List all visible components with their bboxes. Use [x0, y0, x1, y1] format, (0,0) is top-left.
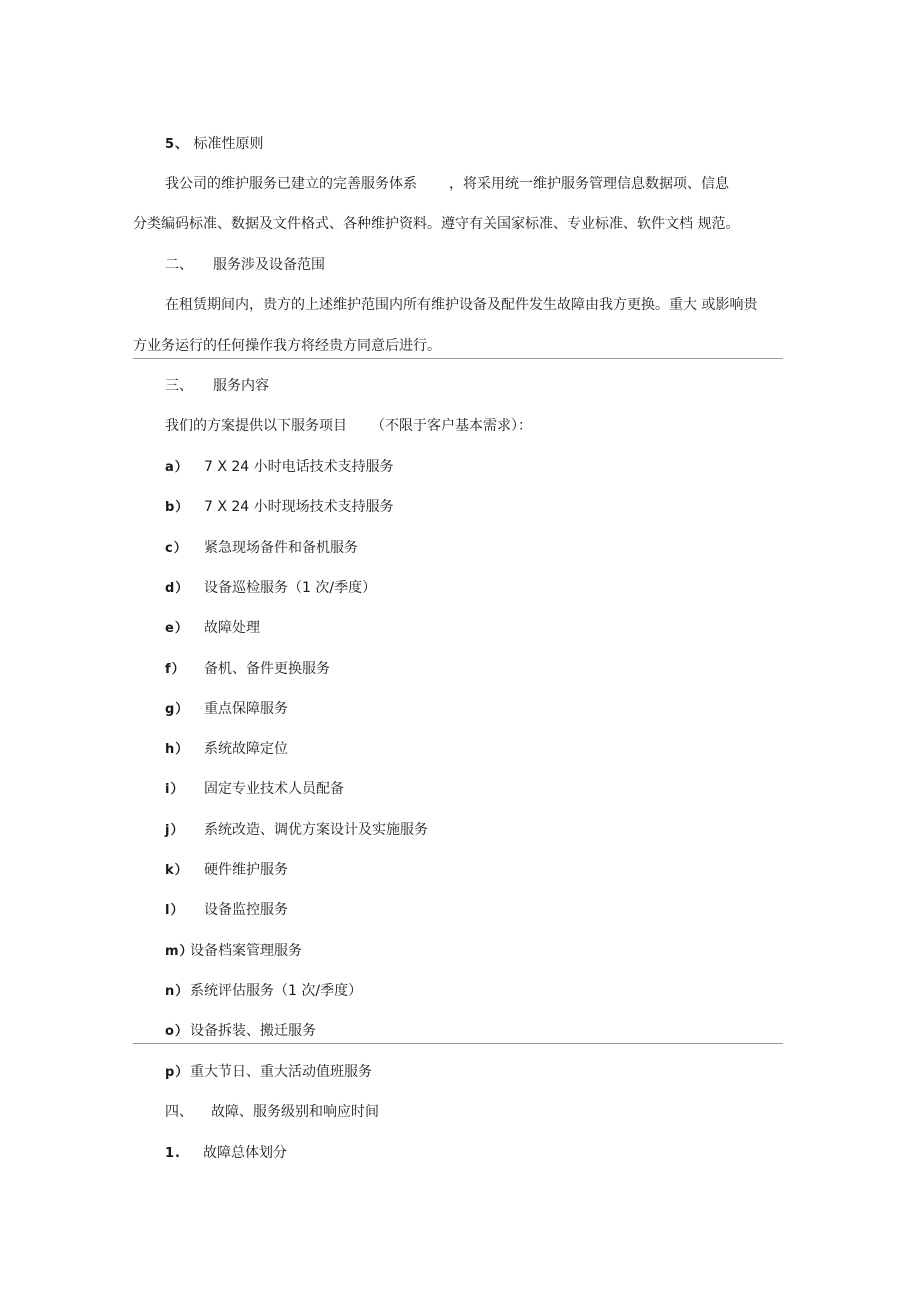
service-item	[165, 861, 288, 880]
service-item	[165, 700, 288, 719]
heading-3-number: 三、	[165, 378, 193, 394]
service-item-marker: l）	[165, 903, 185, 918]
service-item-text: 系统改造、调优方案设计及实施服务	[204, 822, 428, 838]
section-5-para-line-2: 分类编码标准、数据及文件格式、各种维护资料。遵守有关国家标准、专业标准、软件文档 规范。	[133, 216, 740, 232]
service-item-text: 设备监控服务	[204, 902, 288, 918]
heading-2-para-line-2: 方业务运行的任何操作我方将经贵方同意后进行。	[133, 338, 441, 354]
heading-4	[165, 1103, 379, 1121]
heading-4-title: 故障、服务级别和响应时间	[211, 1104, 379, 1120]
service-item	[165, 1063, 372, 1082]
para-text: ，将采用统一维护服务管理信息数据项、信息	[449, 176, 729, 192]
service-item-text: 固定专业技术人员配备	[204, 781, 344, 797]
intro-text: 我们的方案提供以下服务项目	[165, 418, 347, 434]
service-intro	[165, 417, 532, 435]
page-break-rule	[133, 1043, 783, 1044]
service-item	[165, 821, 428, 840]
service-item-text: 7 X 24 小时电话技术支持服务	[204, 459, 394, 475]
heading-4-number: 四、	[165, 1104, 193, 1120]
heading-3-title: 服务内容	[213, 378, 269, 394]
service-item-marker: m）	[165, 944, 194, 959]
service-item-marker: f）	[165, 662, 186, 677]
service-item	[165, 982, 362, 1001]
service-item-text: 7 X 24 小时现场技术支持服务	[204, 499, 394, 515]
service-item	[165, 458, 394, 477]
intro-note: （不限于客户基本需求）：	[371, 418, 532, 434]
service-item-text: 重点保障服务	[204, 701, 288, 717]
service-item-text: 故障处理	[204, 620, 260, 636]
service-item-marker: h）	[165, 742, 190, 757]
heading-3	[165, 377, 269, 395]
heading-2-para-line-1: 在租赁期间内，贵方的上述维护范围内所有维护设备及配件发生故障由我方更换。重大 或影响贵	[165, 297, 758, 313]
service-item	[165, 539, 358, 558]
section-5-heading	[165, 135, 264, 154]
service-item-marker: e）	[165, 621, 189, 636]
section-5-number: 5、	[165, 137, 190, 152]
service-item-text: 备机、备件更换服务	[204, 661, 330, 677]
service-item-text: 重大节日、重大活动值班服务	[190, 1064, 372, 1080]
service-item-text: 系统评估服务（1 次/季度）	[190, 983, 363, 999]
heading-2-title: 服务涉及设备范围	[213, 257, 325, 273]
service-item-marker: o）	[165, 1024, 189, 1039]
service-item-marker: c）	[165, 541, 188, 556]
service-item-marker: k）	[165, 863, 189, 878]
service-item-marker: a）	[165, 460, 189, 475]
service-item	[165, 942, 302, 961]
section-5-para-line-1	[165, 175, 729, 193]
subheading-1	[165, 1144, 287, 1163]
heading-2-number: 二、	[165, 257, 193, 273]
service-item	[165, 660, 330, 679]
para-text: 我公司的维护服务已建立的完善服务体系	[165, 176, 417, 192]
service-item-marker: n）	[165, 984, 190, 999]
service-item-marker: b）	[165, 500, 190, 515]
service-item	[165, 780, 344, 799]
service-item	[165, 1022, 316, 1041]
service-item	[165, 619, 260, 638]
service-item-text: 设备拆装、搬迁服务	[190, 1023, 316, 1039]
page-break-rule	[133, 358, 783, 359]
service-item-text: 紧急现场备件和备机服务	[204, 540, 358, 556]
service-item-marker: p）	[165, 1065, 190, 1080]
service-item-marker: d）	[165, 581, 190, 596]
section-5-title: 标准性原则	[193, 136, 264, 152]
subheading-1-title: 故障总体划分	[203, 1145, 287, 1161]
subheading-1-number: 1.	[165, 1146, 181, 1161]
service-item-text: 系统故障定位	[204, 741, 288, 757]
service-item-text: 硬件维护服务	[204, 862, 288, 878]
service-item	[165, 901, 288, 920]
service-item-marker: j）	[165, 823, 185, 838]
service-item	[165, 498, 394, 517]
heading-2	[165, 256, 325, 274]
service-item	[165, 740, 288, 759]
service-item-marker: i）	[165, 782, 185, 797]
service-item	[165, 579, 376, 598]
service-item-text: 设备档案管理服务	[190, 943, 302, 959]
service-item-marker: g）	[165, 702, 190, 717]
service-item-text: 设备巡检服务（1 次/季度）	[204, 580, 377, 596]
